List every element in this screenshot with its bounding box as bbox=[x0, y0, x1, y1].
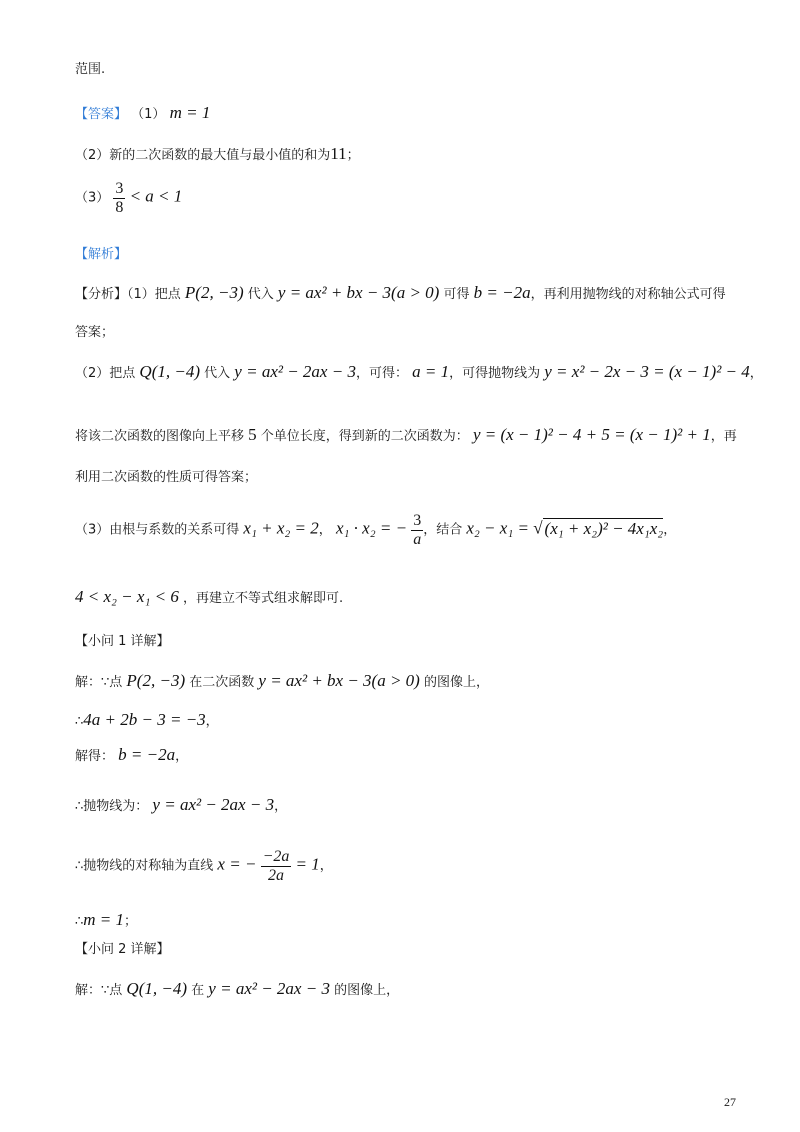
text: 解：∵点 bbox=[75, 983, 123, 998]
text: 【解析】 bbox=[75, 247, 128, 262]
text-line bbox=[75, 942, 170, 958]
numerator: 3 bbox=[115, 180, 124, 197]
section-heading: 【小问 2 详解】 bbox=[75, 942, 170, 957]
text: （1） bbox=[131, 107, 166, 122]
math: x₁ · x₂ = − bbox=[335, 518, 408, 538]
text: 答案； bbox=[75, 325, 115, 340]
text: ，结合 bbox=[423, 522, 463, 538]
text-line bbox=[75, 144, 360, 164]
text: 解：∵点 bbox=[75, 675, 123, 690]
math: 5 bbox=[248, 425, 257, 444]
math: x₁ + x₂ = 2 bbox=[243, 518, 319, 538]
math: P(2, −3) bbox=[126, 671, 186, 690]
text-line bbox=[75, 587, 343, 607]
math: y = (x − 1)² − 4 + 5 = (x − 1)² + 1 bbox=[472, 425, 711, 444]
denominator: a bbox=[413, 530, 422, 548]
math: y = ax² + bx − 3(a > 0) bbox=[258, 671, 420, 690]
text: ； bbox=[346, 148, 360, 163]
fraction bbox=[261, 848, 292, 884]
text-line bbox=[75, 362, 763, 382]
text: 在 bbox=[191, 983, 205, 998]
math: m = 1 bbox=[169, 103, 211, 122]
math: x = − bbox=[217, 854, 257, 874]
text: ∴抛物线的对称轴为直线 bbox=[75, 858, 214, 874]
text-line bbox=[75, 979, 399, 999]
math: y = ax² − 2ax − 3 bbox=[152, 795, 275, 814]
text: ； bbox=[124, 914, 138, 929]
text-line bbox=[75, 512, 676, 548]
text: 代入 bbox=[247, 287, 274, 302]
math: Q(1, −4) bbox=[139, 362, 200, 381]
text: ， bbox=[319, 858, 333, 874]
text: ，再利用抛物线的对称轴公式可得 bbox=[530, 287, 726, 302]
text: 范围. bbox=[75, 62, 106, 77]
text: 代入 bbox=[204, 366, 231, 381]
text: ，可得： bbox=[355, 366, 408, 381]
math: m = 1 bbox=[83, 910, 125, 929]
numerator: −2a bbox=[262, 848, 290, 865]
math: = 1 bbox=[295, 854, 320, 874]
text-line bbox=[75, 325, 114, 341]
section-heading: 【小问 1 详解】 bbox=[75, 634, 170, 649]
analysis-heading bbox=[75, 247, 127, 263]
text: （2）把点 bbox=[75, 366, 136, 381]
text: 的图像上， bbox=[424, 675, 490, 690]
text-line bbox=[75, 795, 287, 815]
math: b = −2a bbox=[118, 745, 176, 764]
text: 可得 bbox=[443, 287, 470, 302]
text: （3） bbox=[75, 190, 110, 206]
text: ， bbox=[175, 749, 189, 764]
answer-line bbox=[75, 103, 210, 123]
text: 利用二次函数的性质可得答案； bbox=[75, 470, 258, 485]
text-line bbox=[75, 634, 170, 650]
math: b = −2a bbox=[473, 283, 531, 302]
math: 11 bbox=[330, 144, 347, 163]
text: ∴ bbox=[75, 714, 84, 729]
text: ，再 bbox=[710, 429, 737, 444]
math: y = ax² + bx − 3(a > 0) bbox=[277, 283, 440, 302]
page-number: 27 bbox=[724, 1095, 736, 1109]
math: x₂ − x₁ = √ bbox=[466, 518, 543, 538]
text: ， bbox=[749, 366, 763, 381]
math: < a < 1 bbox=[129, 186, 183, 206]
math: Q(1, −4) bbox=[126, 979, 187, 998]
text: ，再建立不等式组求解即可. bbox=[182, 591, 344, 606]
math-radicand: (x₁ + x₂)² − 4x₁x₂ bbox=[544, 518, 664, 538]
text-line bbox=[75, 425, 737, 445]
text-line bbox=[75, 180, 182, 216]
math: y = x² − 2x − 3 = (x − 1)² − 4 bbox=[544, 362, 750, 381]
text-line bbox=[75, 745, 188, 765]
math: a = 1 bbox=[412, 362, 450, 381]
text-line bbox=[75, 910, 137, 930]
text: （3）由根与系数的关系可得 bbox=[75, 522, 240, 538]
text: 将该二次函数的图像向上平移 bbox=[75, 429, 245, 444]
text: 个单位长度，得到新的二次函数为： bbox=[260, 429, 469, 444]
text-line bbox=[75, 470, 257, 486]
text: ，可得抛物线为 bbox=[449, 366, 541, 381]
text-line bbox=[75, 848, 333, 884]
text: ， bbox=[663, 522, 677, 538]
text: 在二次函数 bbox=[189, 675, 255, 690]
text: ∴抛物线为： bbox=[75, 799, 149, 814]
text-line bbox=[75, 671, 489, 691]
math: 4a + 2b − 3 = −3 bbox=[83, 710, 206, 729]
fraction bbox=[113, 180, 125, 216]
text: 的图像上， bbox=[334, 983, 400, 998]
text: ， bbox=[205, 714, 219, 729]
text: （2）新的二次函数的最大值与最小值的和为 bbox=[75, 148, 331, 163]
text: ∴ bbox=[75, 914, 84, 929]
text-line bbox=[75, 283, 726, 303]
answer-heading: 【答案】 bbox=[75, 107, 128, 122]
math: y = ax² − 2ax − 3 bbox=[208, 979, 330, 998]
math: y = ax² − 2ax − 3 bbox=[234, 362, 356, 381]
text: 解得： bbox=[75, 749, 115, 764]
numerator: 3 bbox=[413, 512, 422, 529]
denominator: 2a bbox=[267, 866, 284, 884]
text: 【分析】（1）把点 bbox=[75, 287, 181, 302]
text-line bbox=[75, 710, 219, 730]
text: ， bbox=[318, 522, 332, 538]
math: P(2, −3) bbox=[184, 283, 244, 302]
denominator: 8 bbox=[115, 198, 124, 216]
math: 4 < x₂ − x₁ < 6 bbox=[75, 587, 179, 606]
text: ， bbox=[274, 799, 288, 814]
text-line bbox=[75, 62, 105, 78]
fraction bbox=[411, 512, 423, 548]
